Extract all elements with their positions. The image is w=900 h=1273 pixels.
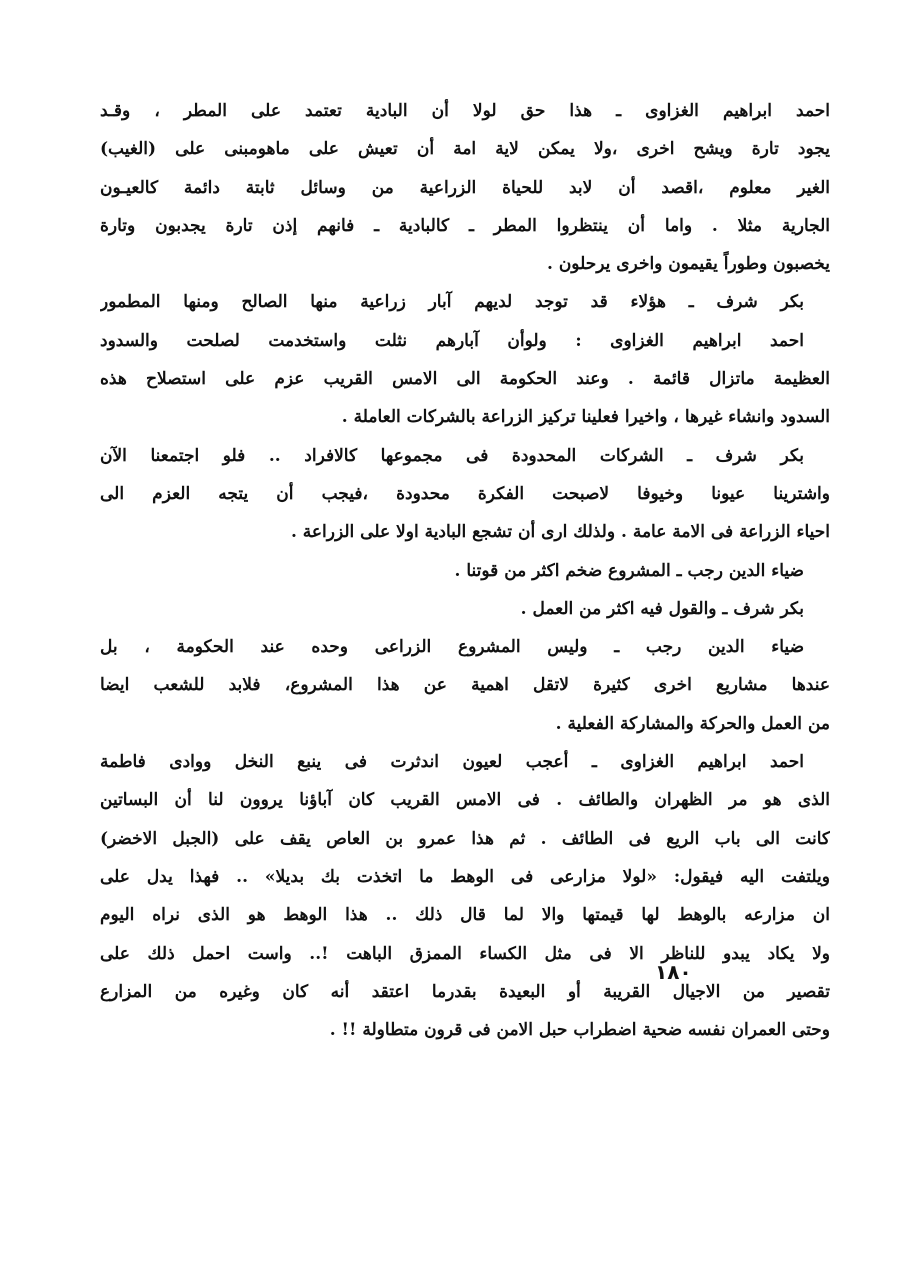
text-line: وحتى العمران نفسه ضحية اضطراب حبل الامن فى قرون متطاولة !! .: [329, 1020, 830, 1041]
text-line: عندها مشاريع اخرى كثيرة لاتقل اهمية عن هذا المشروع، فلابد للشعب ايضا: [100, 675, 830, 696]
text-line: الجارية مثلا . واما أن ينتظروا المطر ـ كالبادية ـ فانهم إذن تارة يجدبون وتارة: [100, 215, 830, 236]
text-line: احمد ابراهيم الغزاوى ـ هذا حق لولا أن البادية تعتمد على المطر ، وقـد: [100, 101, 830, 121]
text-line: من العمل والحركة والمشاركة الفعلية .: [555, 713, 830, 734]
text-line: ويلتفت اليه فيقول: «لولا مزارعى فى الوهط ما اتخذت بك بديلا» .. فهذا يدل على: [100, 866, 830, 887]
text-line: واشترينا عيونا وخيوفا لاصبحت الفكرة محدودة ،فيجب أن يتجه العزم الى: [100, 483, 830, 504]
body-text: [100, 92, 830, 1049]
text-line: ولا يكاد يبدو للناظر الا فى مثل الكساء الممزق الباهت !.. واست احمل ذلك على: [100, 943, 830, 964]
text-line: الذى هو مر الظهران والطائف . فى الامس القريب كان آباؤنا يروون لنا أن البساتين: [100, 790, 830, 811]
text-line: ضياء الدين رجب ـ المشروع ضخم اكثر من قوتنا .: [454, 560, 804, 581]
text-line: احمد ابراهيم الغزاوى ـ أعجب لعيون اندثرت فى ينبع النخل ووادى فاطمة: [100, 752, 804, 773]
text-line: احمد ابراهيم الغزاوى : ولوأن آبارهم نثلت واستخدمت لصلحت والسدود: [100, 330, 804, 351]
text-line: يخصبون وطوراً يقيمون واخرى يرحلون .: [546, 254, 830, 275]
page-number: ١٨٠: [655, 960, 692, 984]
text-line: السدود وانشاء غيرها ، واخيرا فعلينا تركيز الزراعة بالشركات العاملة .: [341, 407, 830, 428]
text-line: يجود تارة ويشح اخرى ،ولا يمكن لاية امة أن تعيش على ماهومبنى على (الغيب): [100, 139, 830, 160]
text-line: احياء الزراعة فى الامة عامة . ولذلك ارى أن تشجع البادية اولا على الزراعة .: [290, 522, 830, 543]
text-line: بكر شرف ـ الشركات المحدودة فى مجموعها كالافراد .. فلو اجتمعنا الآن: [100, 445, 804, 466]
text-line: كانت الى باب الريع فى الطائف . ثم هذا عمرو بن العاص يقف على (الجبل الاخضر): [100, 828, 830, 849]
text-line: بكر شرف ـ والقول فيه اكثر من العمل .: [520, 598, 804, 619]
text-line: الغير معلوم ،اقصد أن لابد للحياة الزراعية من وسائل ثابتة دائمة كالعيـون: [100, 177, 830, 198]
text-line: ضياء الدين رجب ـ وليس المشروع الزراعى وحده عند الحكومة ، بل: [100, 637, 804, 658]
text-line: تقصير من الاجيال القريبة أو البعيدة بقدرما اعتقد أنه كان وغيره من المزارع: [100, 981, 830, 1002]
text-line: العظيمة ماتزال قائمة . وعند الحكومة الى الامس القريب عزم على استصلاح هذه: [100, 369, 830, 390]
text-line: ان مزارعه بالوهط لها قيمتها والا لما قال ذلك .. هذا الوهط هو الذى نراه اليوم: [100, 905, 830, 926]
text-line: بكر شرف ـ هؤلاء قد توجد لديهم آبار زراعية منها الصالح ومنها المطمور: [100, 292, 804, 313]
